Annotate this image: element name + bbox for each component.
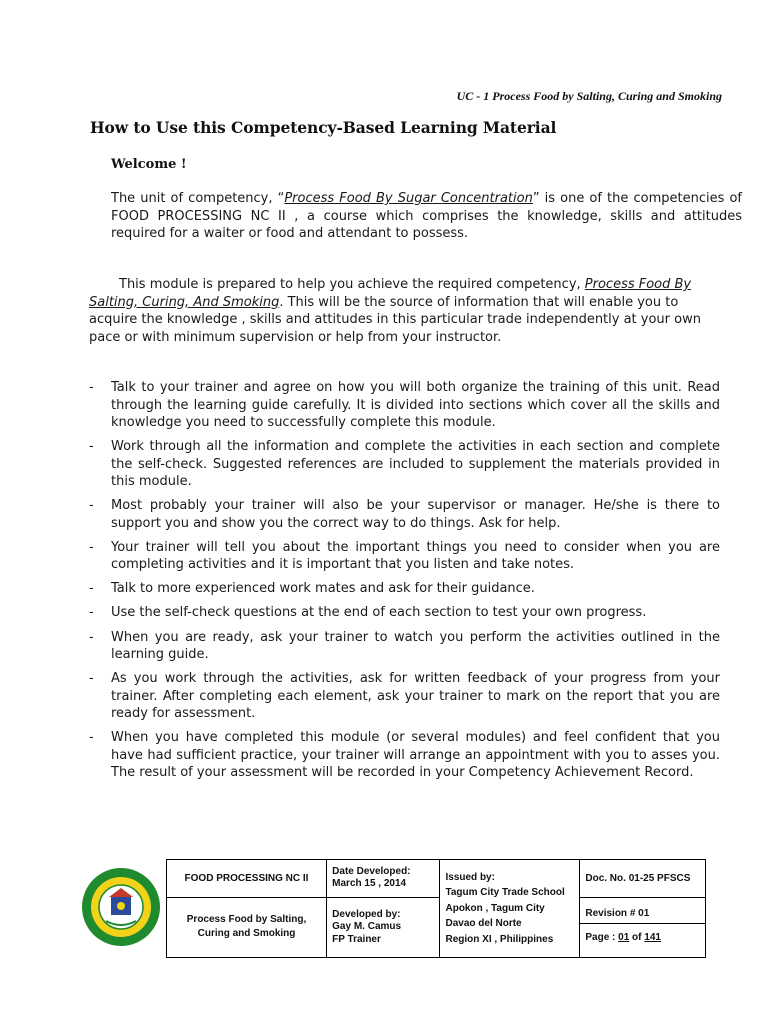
date-developed-cell	[327, 860, 440, 898]
issued-by-cell	[440, 860, 580, 958]
module-paragraph	[89, 276, 720, 346]
page-current: 01	[618, 931, 630, 943]
school-seal-icon	[80, 866, 162, 948]
list-item: - Work through all the information and complete the activities in each section and complete the self-check. Suggested references are included to supplement the materials provided in this module.	[89, 438, 720, 491]
module-pre: This module is prepared to help you achieve the required competency,	[119, 277, 585, 292]
developer-name: Gay M. Camus	[332, 921, 402, 933]
issuer-line: Apokon , Tagum City	[445, 902, 545, 914]
page-of: of	[629, 931, 645, 943]
competency-name: Process Food By Sugar Concentration	[284, 191, 533, 206]
intro-paragraph	[89, 190, 742, 243]
page-prefix: Page :	[585, 931, 619, 943]
issuer-line: Davao del Norte	[445, 918, 522, 930]
program-name: FOOD PROCESSING NC II	[166, 860, 326, 898]
list-item: - Talk to more experienced work mates and ask for their guidance.	[89, 580, 720, 598]
revision-page-cell	[580, 897, 706, 957]
welcome-heading: Welcome !	[111, 157, 187, 172]
intro-pre: The unit of competency, “	[111, 191, 285, 206]
issuer-line: Region XI , Philippines	[445, 933, 554, 945]
instruction-list	[89, 379, 720, 788]
page-title: How to Use this Competency-Based Learning Material	[90, 118, 557, 137]
school-logo	[76, 860, 166, 958]
document-footer-table	[76, 859, 706, 958]
page-total: 141	[644, 931, 661, 943]
page-indicator	[580, 924, 705, 951]
list-item: - As you work through the activities, ask for written feedback of your progress from your trainer. After completing each element, ask your trainer to mark on the report that you are ready for assessment.	[89, 670, 720, 723]
date-developed-label: Date Developed:	[332, 865, 411, 877]
list-item: - Most probably your trainer will also be your supervisor or manager. He/she is there to support you and show you the correct way to do things. Ask for help.	[89, 497, 720, 532]
list-item: - Talk to your trainer and agree on how you will both organize the training of this unit. Read through the learning guide carefully. It is divided into sections which cover all the skills and knowledge you need to successfully complete this module.	[89, 379, 720, 432]
intro-post: ” is one of the competencies of FOOD PROCESSING NC II , a course which comprises the knowledge, skills and attitudes required for a waiter or food and attendant to possess.	[111, 191, 742, 241]
date-developed-value: March 15 , 2014	[332, 878, 407, 890]
list-item: - When you are ready, ask your trainer to watch you perform the activities outlined in the learning guide.	[89, 629, 720, 664]
revision-number: Revision # 01	[580, 904, 705, 924]
issuer-line: Tagum City Trade School	[445, 887, 565, 899]
module-competency-name: Process Food By Salting, Curing, And Smoking	[89, 277, 692, 310]
list-item: - When you have completed this module (or several modules) and feel confident that you have had sufficient practice, your trainer will arrange an appointment with you to asses you. The result of your assessment will be recorded in your Competency Achievement Record.	[89, 729, 720, 782]
list-item: - Your trainer will tell you about the important things you need to consider when you are completing activities and it is important that you listen and take notes.	[89, 539, 720, 574]
module-post: . This will be the source of information that will enable you to acquire the knowledge , skills and attitudes in this particular trade independently at your own pace or with minimum supervision or help from your instructor.	[89, 294, 701, 345]
unit-header: UC - 1 Process Food by Salting, Curing and Smoking	[456, 89, 722, 103]
developer-role: FP Trainer	[332, 933, 381, 945]
doc-number: Doc. No. 01-25 PFSCS	[580, 860, 706, 898]
module-title-cell: Process Food by Salting, Curing and Smoking	[166, 897, 326, 957]
developed-by-cell	[327, 897, 440, 957]
issued-by-label: Issued by:	[445, 871, 495, 883]
developed-by-label: Developed by:	[332, 908, 401, 920]
list-item: - Use the self-check questions at the end of each section to test your own progress.	[89, 604, 720, 622]
